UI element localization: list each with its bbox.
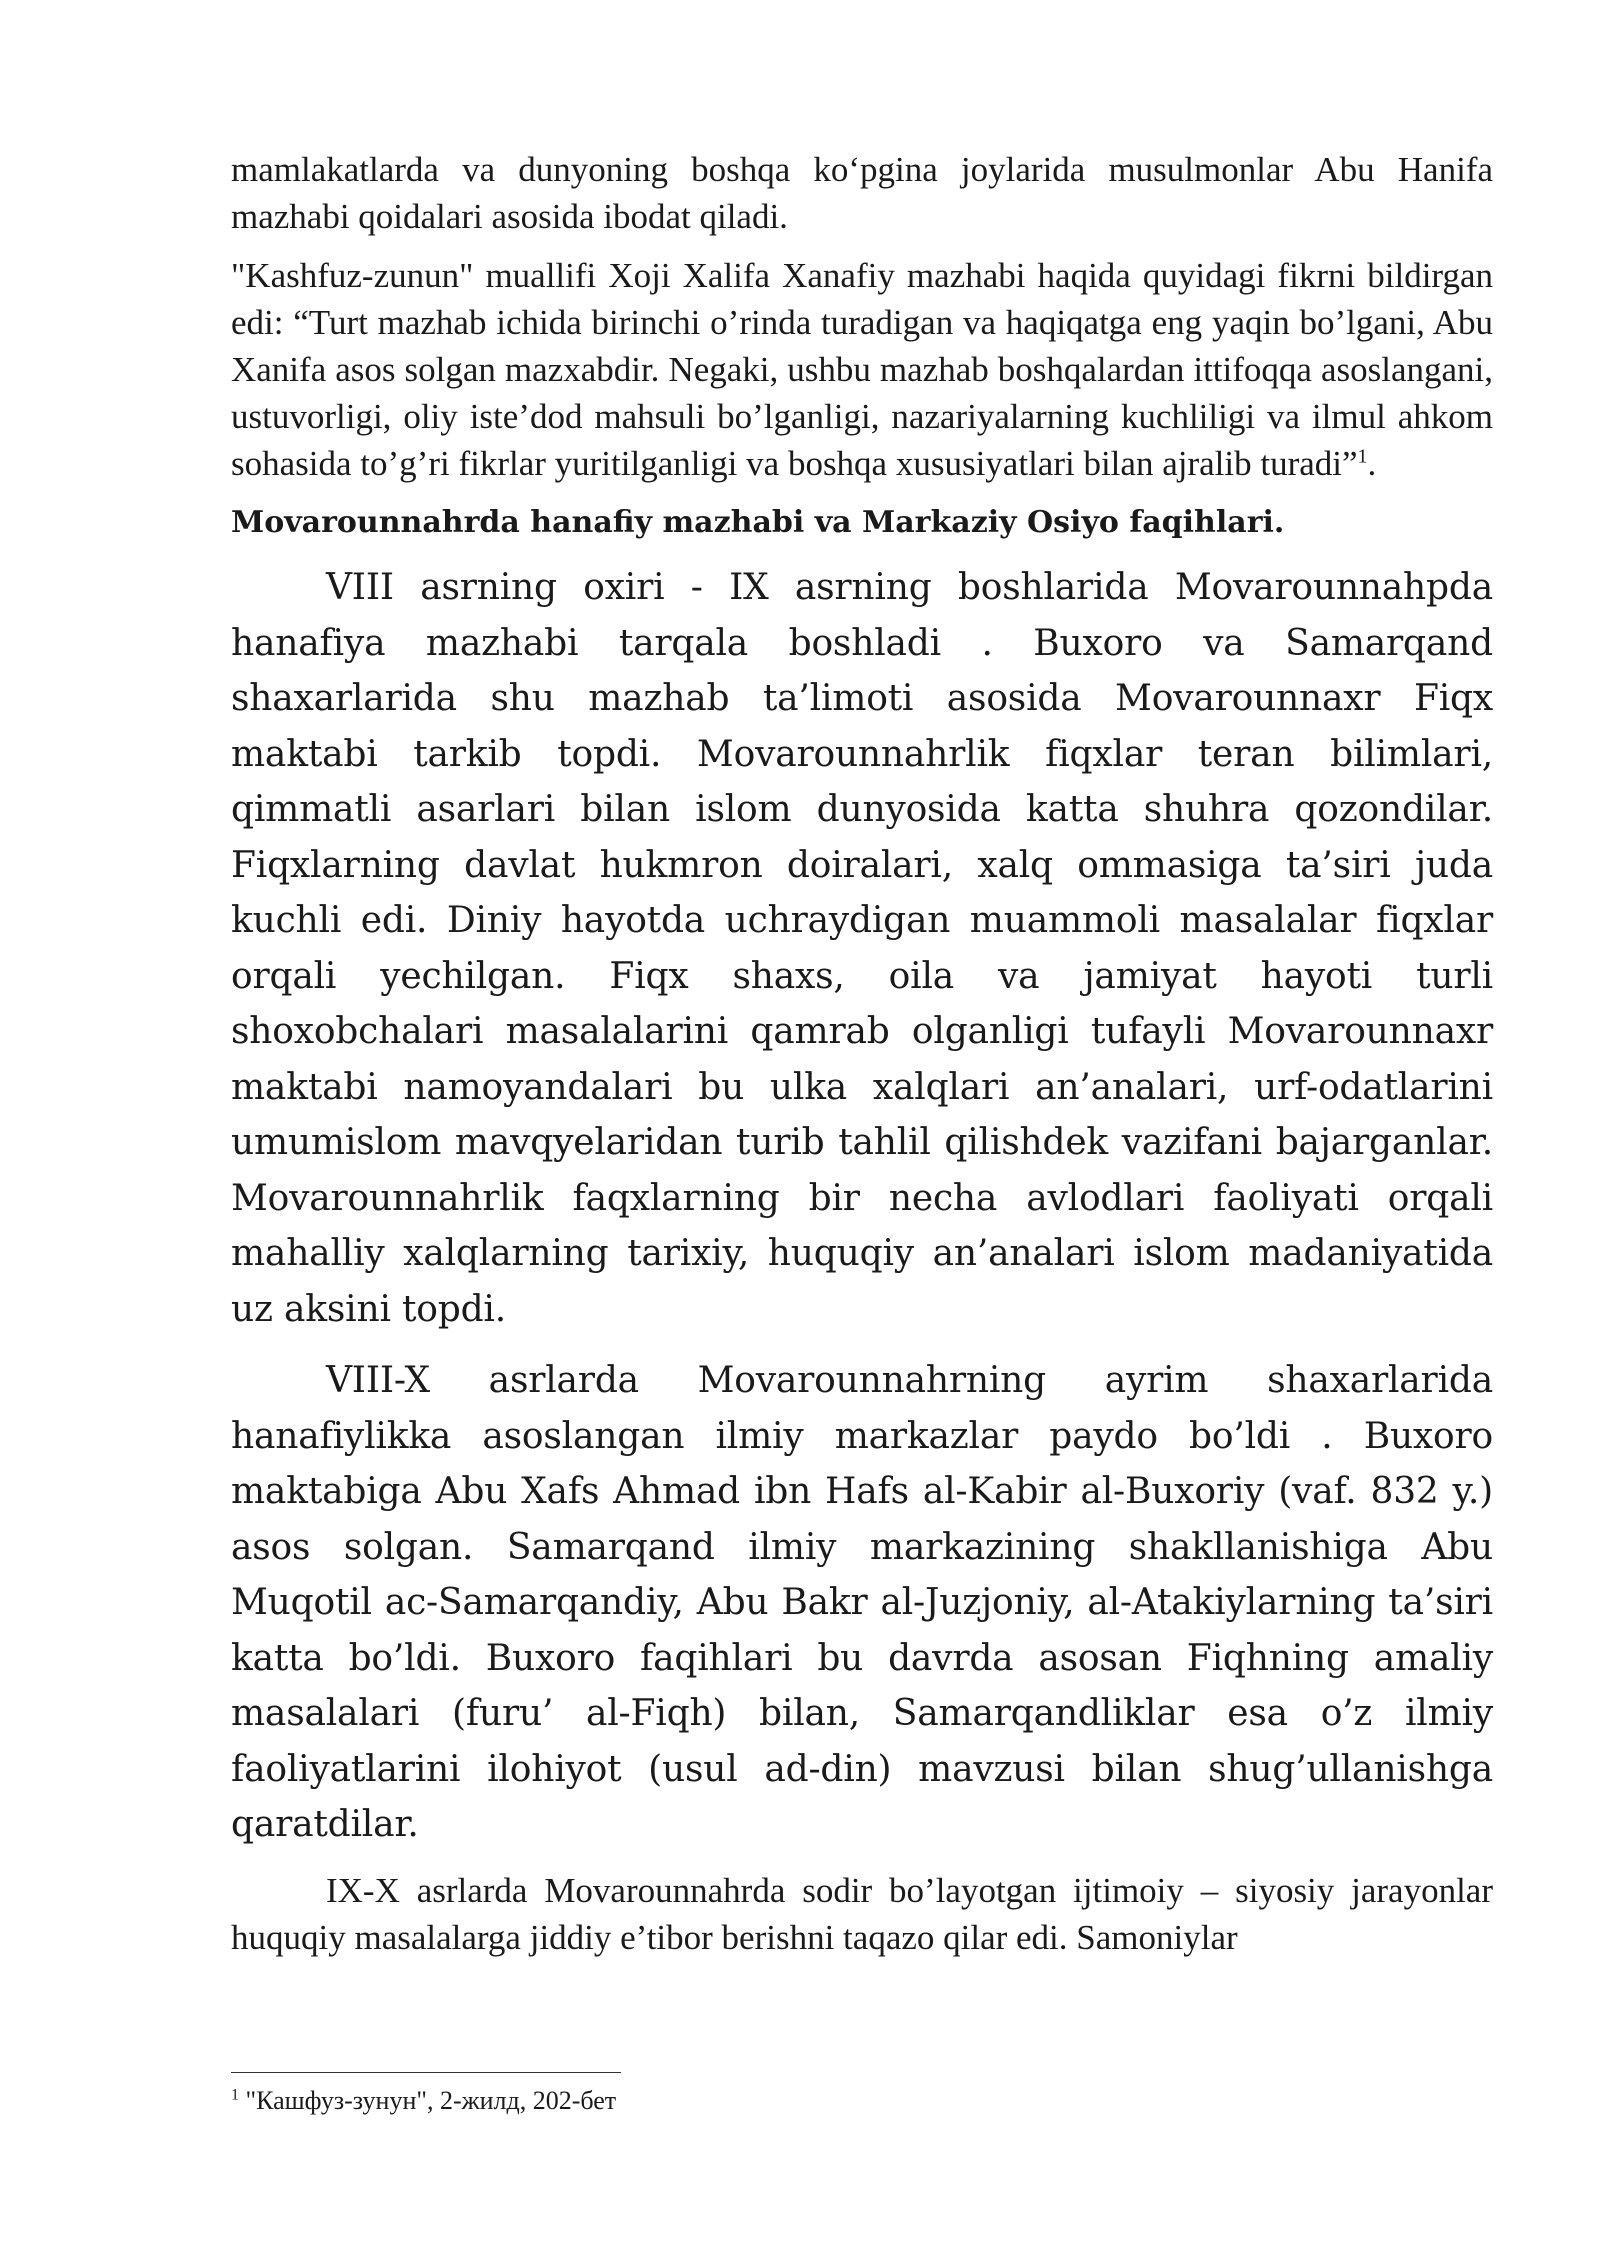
paragraph-1: mamlakatlarda va dunyoning boshqa ko‘pgina joylarida musulmonlar Abu Hanifa mazhabi qoidalari asosida ibodat qiladi. bbox=[231, 150, 1493, 236]
paragraph-3: VIII asrning oxiri - IX asrning boshlarida Movarounnahpda hanafiya mazhabi tarqala boshladi . Buxoro va Samarqand shaxarlarida shu mazhab ta’limoti asosida Movarounnaxr Fiqx maktabi tarkib topdi. Movarounnahrlik fiqxlar teran bilimlari, qimmatli asarlari bilan islom dunyosida katta shuhra qozondilar. Fiqxlarning davlat hukmron doiralari, xalq ommasiga ta’siri juda kuchli edi. Diniy hayotda uchraydigan muammoli masalalar fiqxlar orqali yechilgan. Fiqx shaxs, oila va jamiyat hayoti turli shoxobchalari masalalarini qamrab olganligi tufayli Movarounnaxr maktabi namoyandalari bu ulka xalqlari an’analari, urf-odatlarini umumislom mavqyelaridan turib tahlil qilishdek vazifani bajarganlar. Movarounnahrlik faqxlarning bir necha avlodlari faoliyati orqali mahalliy xalqlarning tarixiy, huquqiy an’analari islom madaniyatida uz aksini topdi. bbox=[231, 567, 1493, 1330]
footnote-reference[interactable]: 1 bbox=[1357, 445, 1368, 468]
footnote-number: 1 bbox=[231, 2086, 239, 2104]
footnote-text: "Кашфуз-зунун", 2-жилд, 202-бет bbox=[239, 2086, 617, 2115]
paragraph-2 bbox=[231, 252, 1493, 487]
section-heading: Movarounnahrda hanafiy mazhabi va Markaziy Osiyo faqihlari. bbox=[231, 505, 1285, 540]
paragraph-2-end: . bbox=[1367, 444, 1377, 483]
paragraph-5: IX-X asrlarda Movarounnahrda sodir bo’layotgan ijtimoiy – siyosiy jarayonlar huquqiy masalalarga jiddiy e’tibor berishni taqazo qilar edi. Samoniylar bbox=[231, 1870, 1493, 1957]
paragraph-2-text: "Kashfuz-zunun" muallifi Xoji Xalifa Xanafiy mazhabi haqida quyidagi fikrni bildirgan edi: “Turt mazhab ichida birinchi o’rinda turadigan va haqiqatga eng yaqin bo’lgani, Abu Xanifa asos solgan mazxabdir. Negaki, ushbu mazhab boshqalardan ittifoqqa asoslangani, ustuvorligi, oliy iste’dod mahsuli bo’lganligi, nazariyalarning kuchliligi va ilmul ahkom sohasida to’g’ri fikrlar yuritilganligi va boshqa xususiyatlari bilan ajralib turadi” bbox=[231, 256, 1493, 483]
paragraph-4: VIII-X asrlarda Movarounnahrning ayrim shaxarlarida hanafiylikka asoslangan ilmiy markazlar paydo bo’ldi . Buxoro maktabiga Abu Xafs Ahmad ibn Hafs al-Kabir al-Buxoriy (vaf. 832 y.) asos solgan. Samarqand ilmiy markazining shakllanishiga Abu Muqotil ac-Samarqandiy, Abu Bakr al-Juzjoniy, al-Atakiylarning ta’siri katta bo’ldi. Buxoro faqihlari bu davrda asosan Fiqhning amaliy masalalari (furu’ al-Fiqh) bilan, Samarqandliklar esa o’z ilmiy faoliyatlarini ilohiyot (usul ad-din) mavzusi bilan shug’ullanishga qaratdilar. bbox=[231, 1360, 1493, 1845]
footnote bbox=[231, 2084, 616, 2118]
footnote-separator bbox=[231, 2072, 621, 2073]
document-page bbox=[231, 146, 1493, 1961]
